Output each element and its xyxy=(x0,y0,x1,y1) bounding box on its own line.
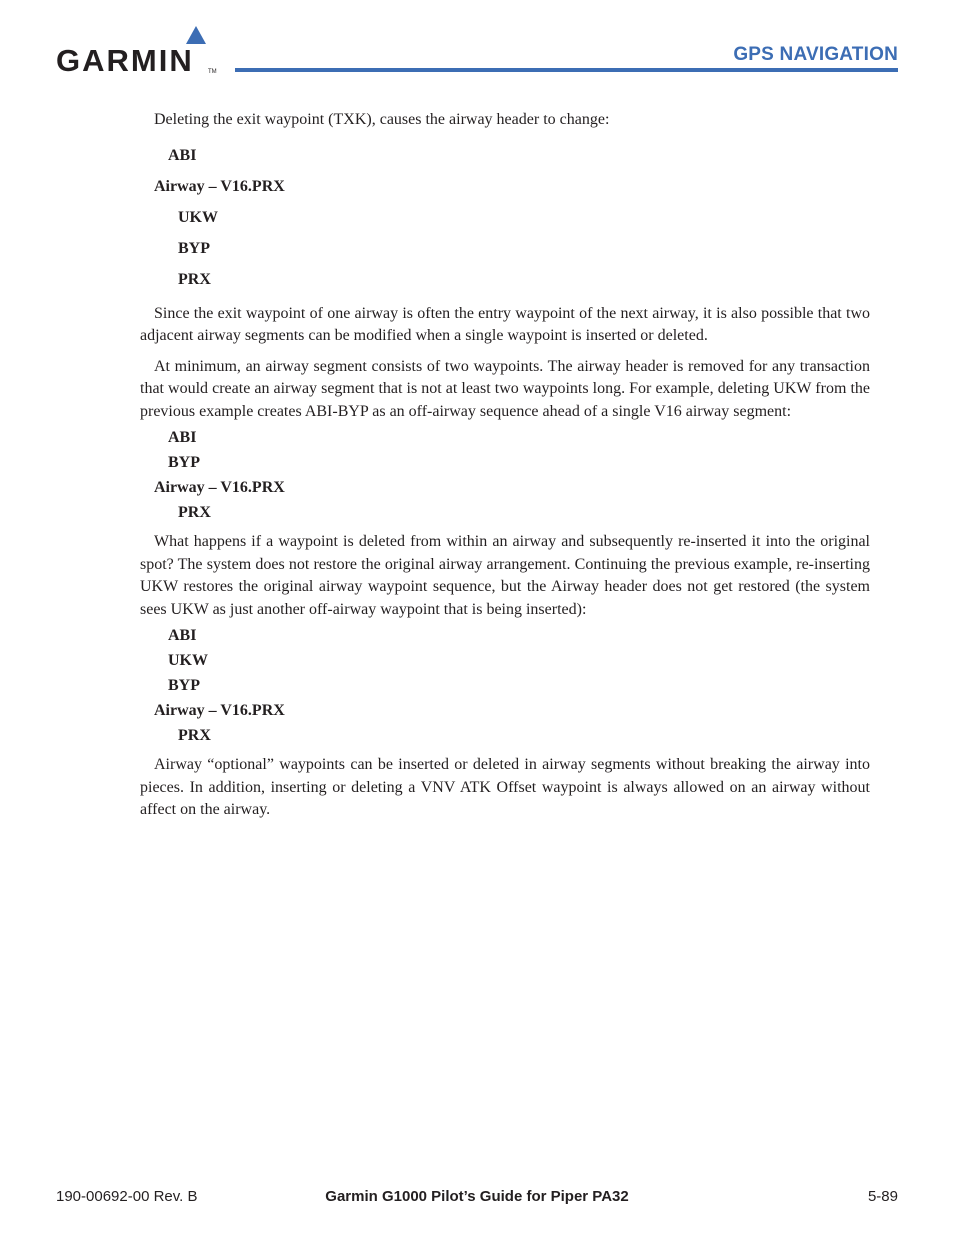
garmin-logo-text: GARMIN xyxy=(56,43,194,76)
paragraph-4: What happens if a waypoint is deleted from within an airway and subsequently re-inserted it into the original spot? The system does not restore the original airway arrangement. Continuing the previous example, re-inserting UKW restores the original airway waypoint sequence, but the Airway header does not get restored (the system sees UKW as just another off-airway waypoint that is being inserted): xyxy=(140,533,870,618)
waypoint-prx: PRX xyxy=(178,504,211,521)
waypoint-prx: PRX xyxy=(178,727,211,744)
footer-page-number: 5-89 xyxy=(867,1188,898,1205)
garmin-logo xyxy=(56,26,226,76)
airway-header: Airway – V16.PRX xyxy=(154,702,285,719)
footer-doc-number: 190-00692-00 Rev. B xyxy=(56,1188,198,1205)
waypoint-abi: ABI xyxy=(168,627,197,644)
section-title: GPS NAVIGATION xyxy=(733,44,898,65)
waypoint-byp: BYP xyxy=(168,454,200,471)
header-rule xyxy=(235,68,898,72)
footer-title: Garmin G1000 Pilot’s Guide for Piper PA32 xyxy=(325,1188,629,1205)
waypoint-byp: BYP xyxy=(178,239,210,257)
waypoint-abi: ABI xyxy=(168,429,197,446)
paragraph-1: Deleting the exit waypoint (TXK), causes the airway header to change: xyxy=(154,111,610,128)
page-content xyxy=(140,109,870,830)
waypoint-prx: PRX xyxy=(178,270,211,288)
airway-header: Airway – V16.PRX xyxy=(154,177,285,195)
paragraph-5: Airway “optional” waypoints can be inserted or deleted in airway segments without breaking the airway into pieces. In addition, inserting or deleting a VNV ATK Offset waypoint is always allowed on an airway without affect on the airway. xyxy=(140,756,870,818)
waypoint-ukw: UKW xyxy=(168,652,208,669)
airway-header: Airway – V16.PRX xyxy=(154,479,285,496)
paragraph-2: Since the exit waypoint of one airway is often the entry waypoint of the next airway, it is also possible that two adjacent airway segments can be modified when a single waypoint is inserted or deleted. xyxy=(140,304,870,344)
waypoint-ukw: UKW xyxy=(178,208,218,226)
waypoint-byp: BYP xyxy=(168,677,200,694)
paragraph-3: At minimum, an airway segment consists of two waypoints. The airway header is removed for any transaction that would create an airway segment that is not at least two waypoints long. For example, deleting UKW from the previous example creates ABI-BYP as an off-airway sequence ahead of a single V16 airway segment: xyxy=(140,357,870,420)
svg-text:TM: TM xyxy=(208,69,217,75)
garmin-logo-mark xyxy=(56,26,226,76)
waypoint-abi: ABI xyxy=(168,146,197,164)
